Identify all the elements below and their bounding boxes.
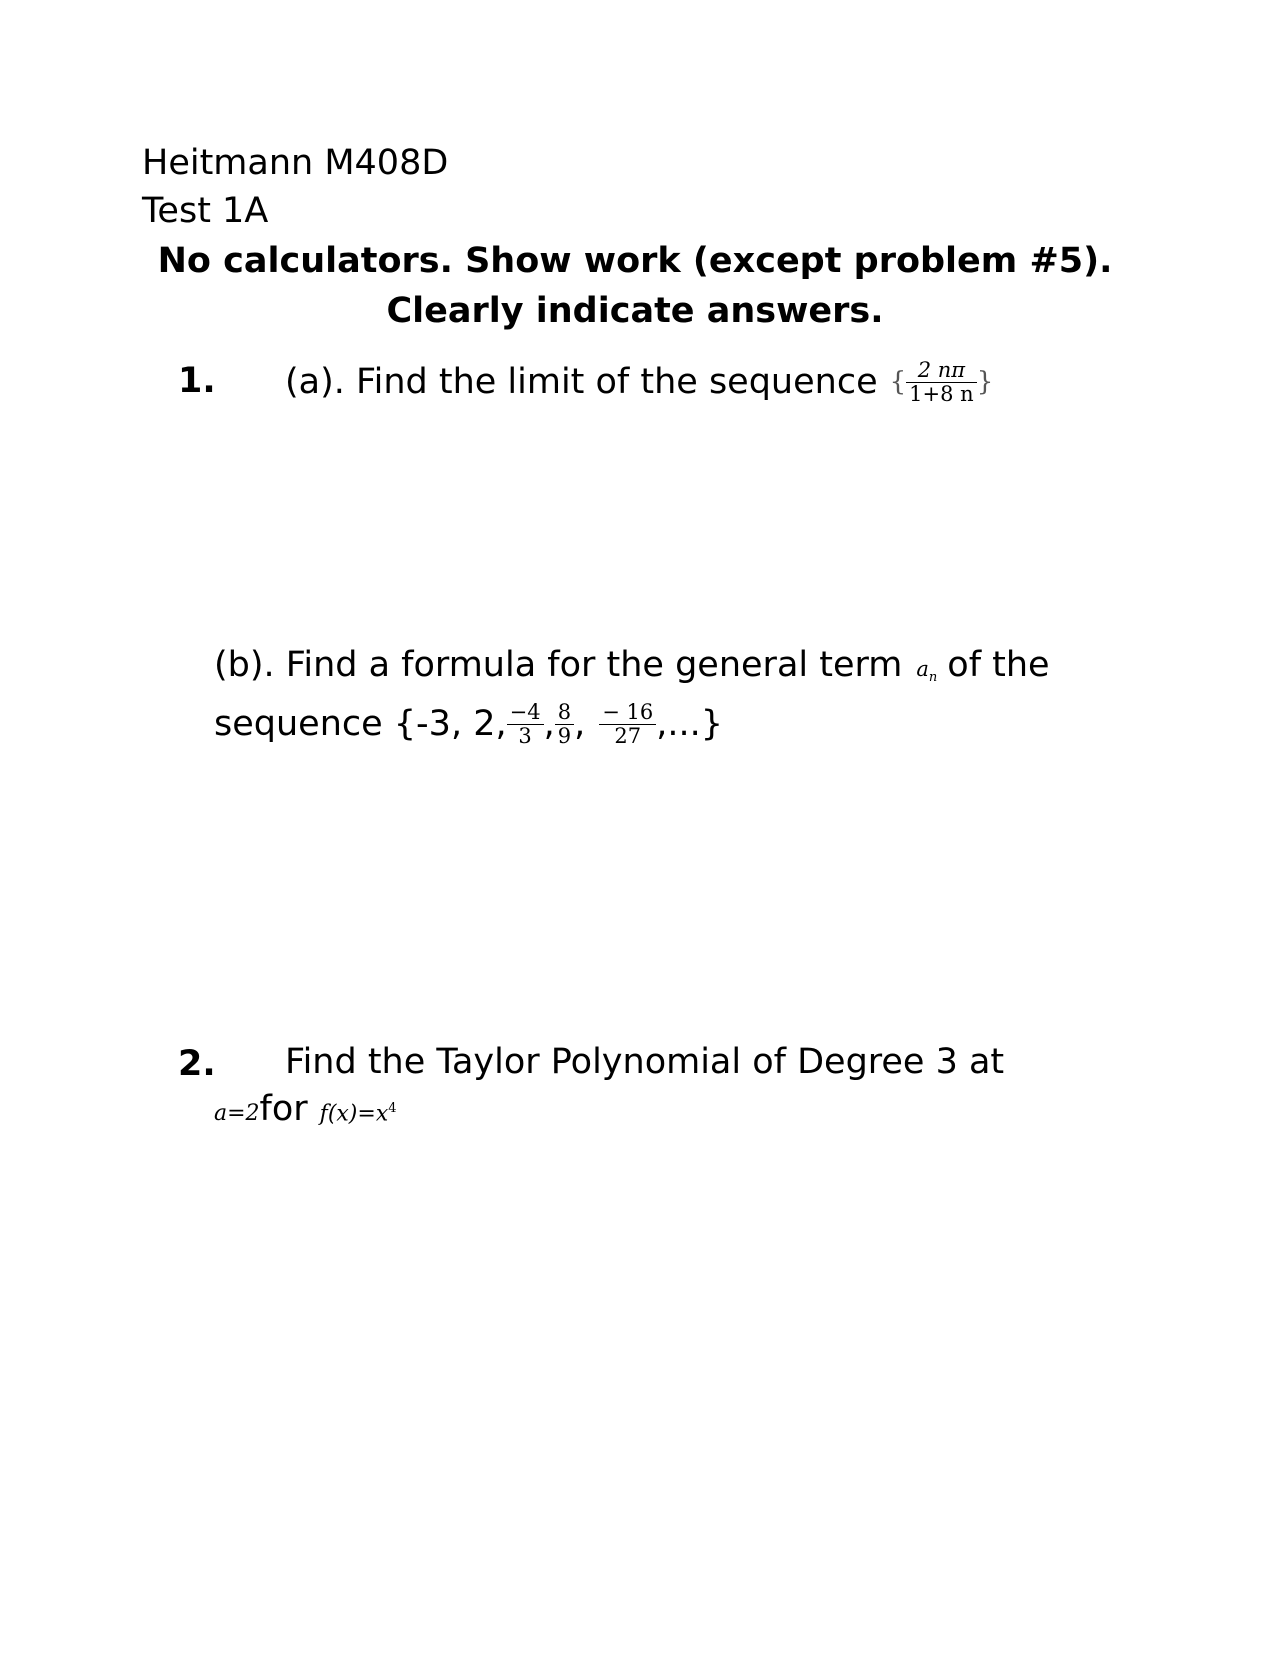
question-1a bbox=[285, 352, 993, 412]
term-fraction-2: $\frac{8}{9}$ bbox=[555, 701, 574, 746]
question-2-text: Find the Taylor Polynomial of Degree 3 at bbox=[285, 1042, 1005, 1082]
separator-1: , bbox=[543, 703, 555, 744]
question-1b-line1 bbox=[214, 645, 1050, 686]
question-1b-line2 bbox=[214, 694, 723, 754]
fraction-denominator: 1+8 n bbox=[909, 381, 974, 406]
sequence-suffix: ,...} bbox=[656, 703, 724, 744]
open-brace: { bbox=[889, 367, 907, 397]
close-brace: } bbox=[976, 367, 994, 397]
separator-2: , bbox=[574, 703, 586, 744]
test-title: Test 1A bbox=[142, 191, 269, 231]
term-fraction-1: $\frac{-4}{3}$ bbox=[507, 701, 544, 746]
sequence-fraction bbox=[906, 359, 977, 404]
fraction-numerator: 2 nπ bbox=[917, 358, 966, 383]
function-expression: $f(x)=x^4$ bbox=[319, 1100, 397, 1126]
question-1b-text-end: of the bbox=[947, 645, 1050, 685]
question-1-number: 1. bbox=[178, 361, 216, 401]
question-2-number: 2. bbox=[178, 1044, 216, 1084]
question-2-line2 bbox=[214, 1089, 397, 1129]
instructions: No calculators. Show work (except problem #5). Clearly indicate answers. bbox=[157, 241, 1113, 331]
question-1a-text: (a). Find the limit of the sequence bbox=[285, 361, 878, 402]
sequence-prefix: sequence {-3, 2, bbox=[214, 703, 507, 744]
term-fraction-3: $\frac{- 16}{27}$ bbox=[599, 701, 656, 746]
for-text: for bbox=[259, 1089, 308, 1129]
sequence-expression bbox=[890, 359, 994, 404]
general-term-symbol: $a_n$ bbox=[916, 657, 938, 686]
expansion-point: a=2 bbox=[214, 1101, 260, 1126]
course-title: Heitmann M408D bbox=[142, 143, 449, 183]
question-1b-text: (b). Find a formula for the general term bbox=[214, 645, 903, 685]
